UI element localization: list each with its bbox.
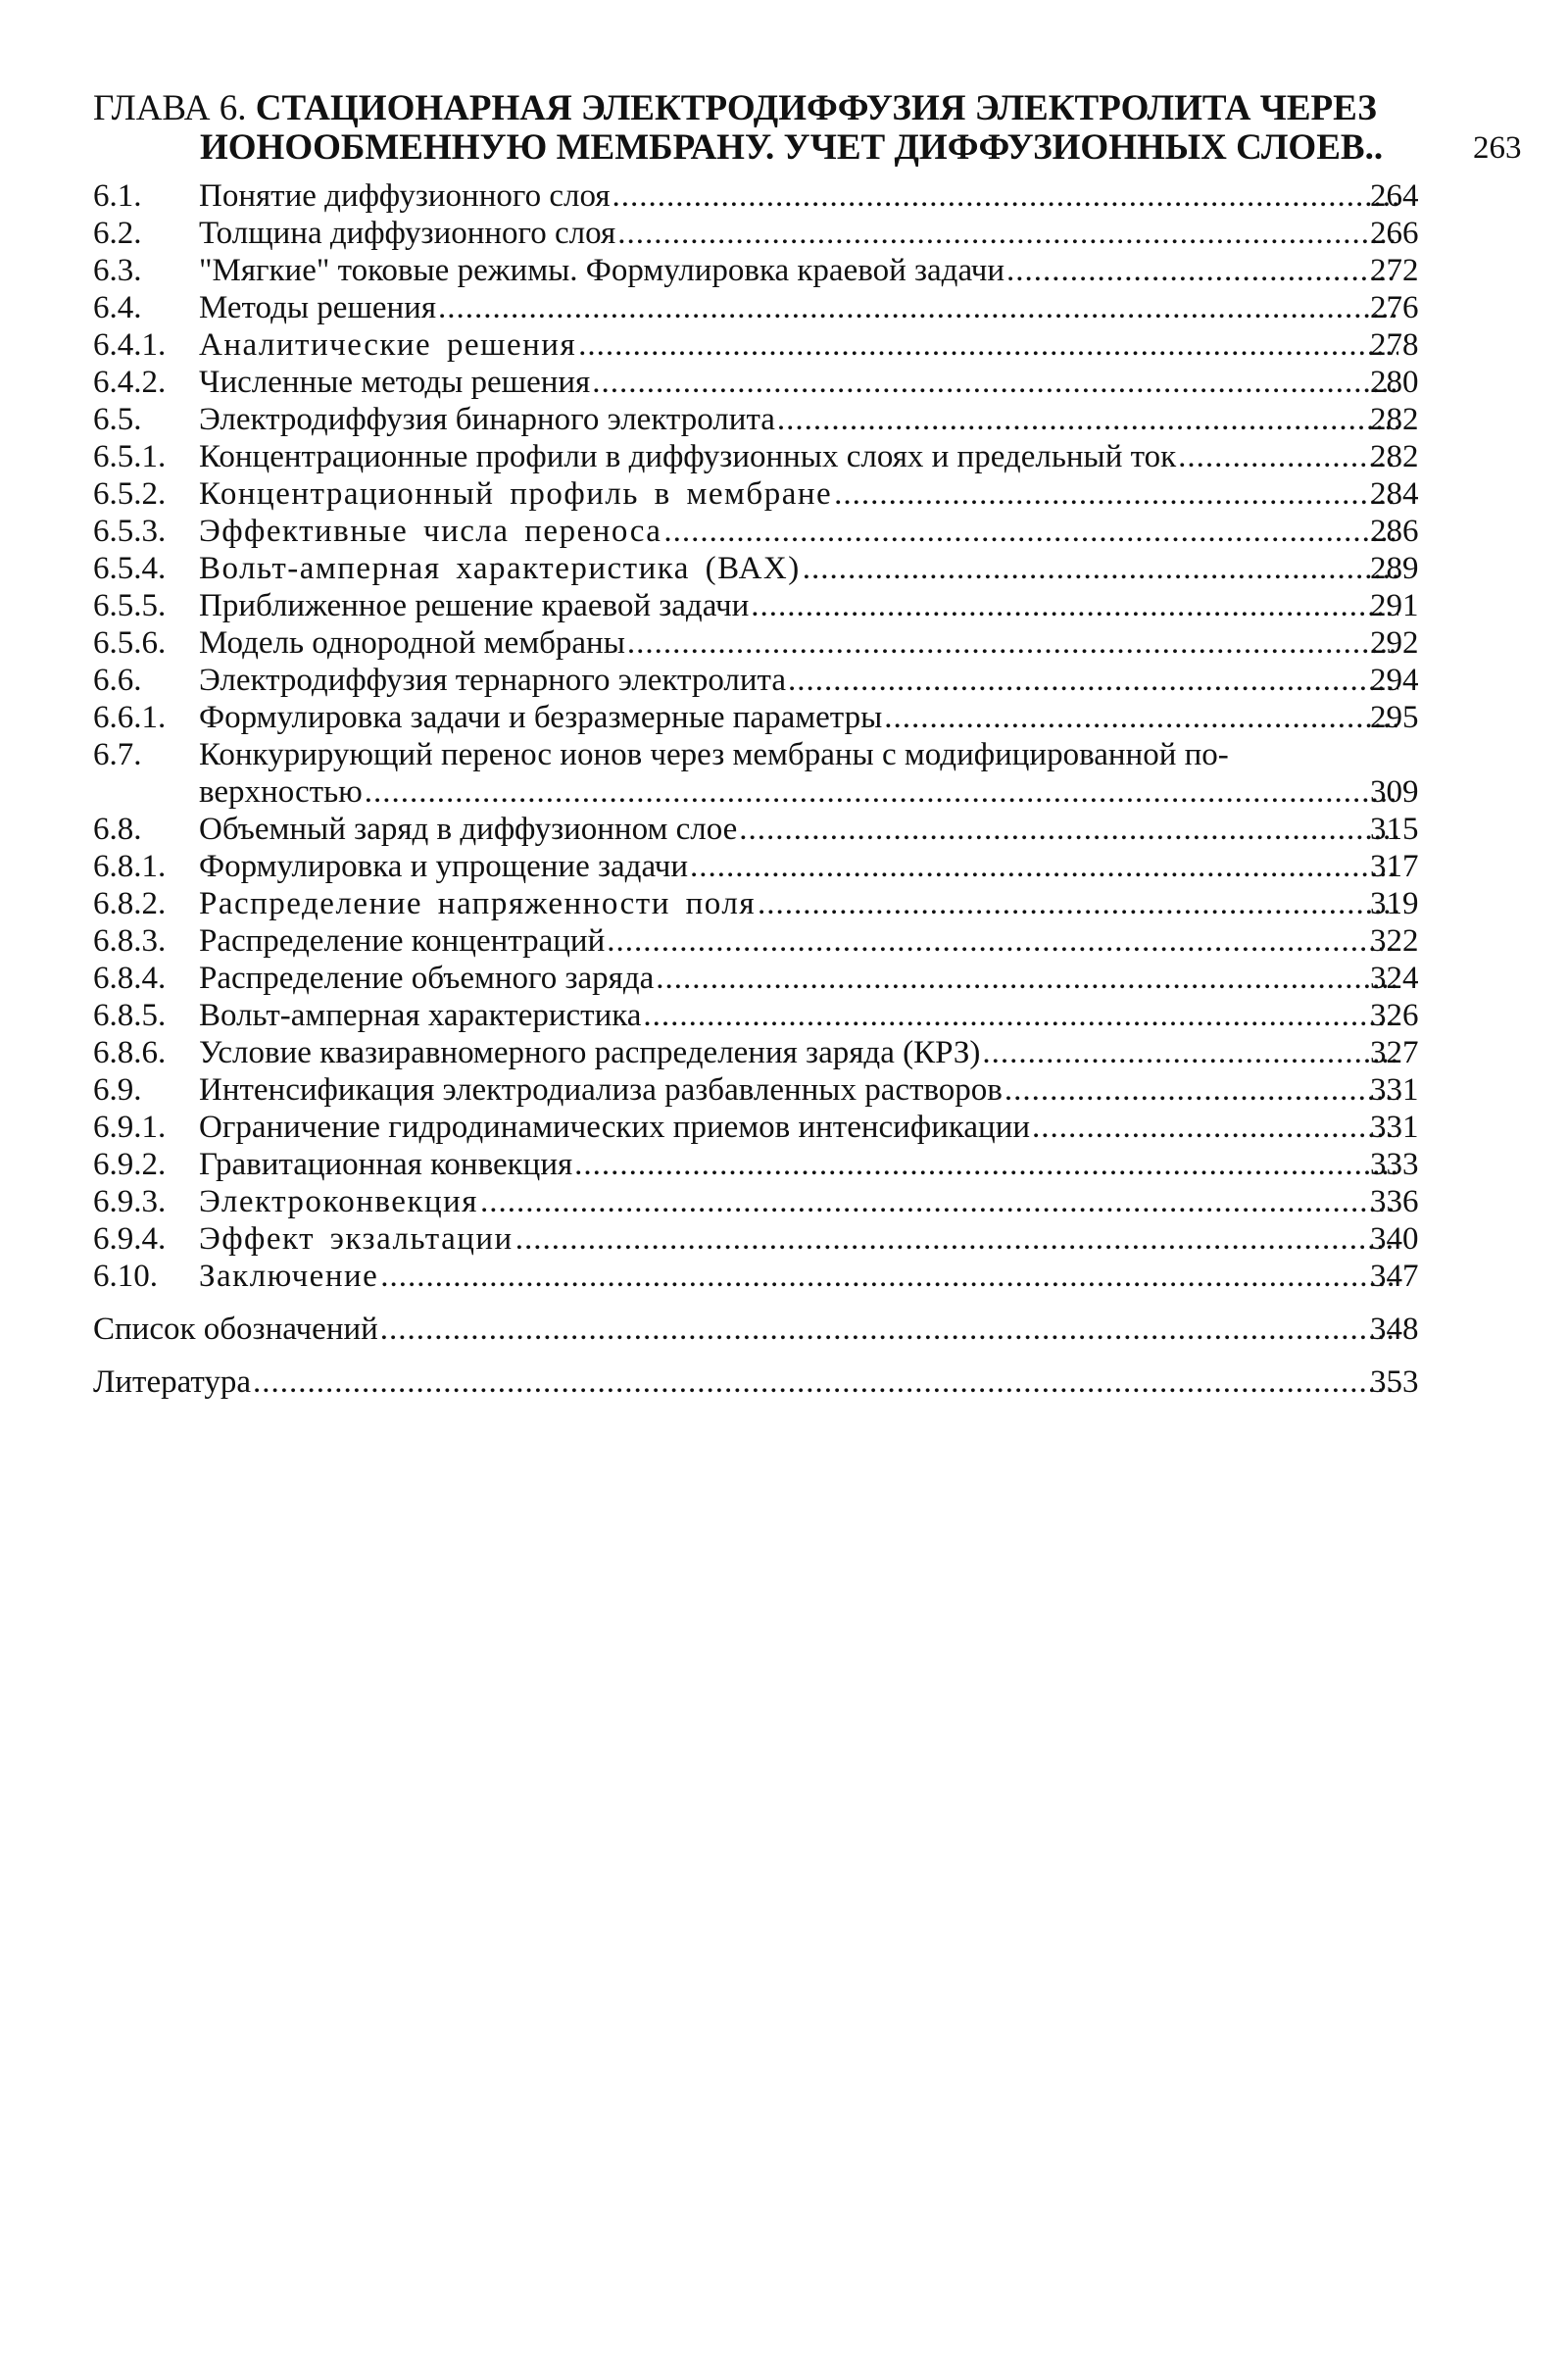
- page-number: 317: [1370, 849, 1419, 884]
- toc-entry-6-8-6[interactable]: [93, 1034, 1419, 1071]
- toc-entry-6-9[interactable]: [93, 1071, 1419, 1109]
- section-number: 6.8.: [93, 812, 142, 847]
- section-number: 6.8.4.: [93, 961, 167, 996]
- leader-dots: [480, 1183, 1398, 1220]
- page-number: 315: [1370, 812, 1419, 847]
- section-number: 6.5.3.: [93, 514, 167, 549]
- leader-dots: [834, 475, 1398, 513]
- section-title: Концентрационные профили в диффузионных слоях и предельный ток: [199, 439, 1177, 474]
- page-number: 340: [1370, 1221, 1419, 1257]
- section-number: 6.9.2.: [93, 1147, 167, 1182]
- toc-entry-6-5-6[interactable]: [93, 624, 1419, 662]
- leader-dots: [1006, 252, 1398, 289]
- toc-entry-6-8-1[interactable]: [93, 848, 1419, 885]
- section-number: 6.8.1.: [93, 849, 167, 884]
- leader-dots: [739, 811, 1398, 848]
- toc-entry-6-9-3[interactable]: [93, 1183, 1419, 1220]
- section-number: 6.6.1.: [93, 700, 167, 735]
- leader-dots: [578, 326, 1398, 364]
- section-number: 6.5.6.: [93, 625, 167, 661]
- page-number: 278: [1370, 327, 1419, 363]
- toc-entry-6-4-1[interactable]: [93, 326, 1419, 364]
- toc-entry-6-4-2[interactable]: [93, 364, 1419, 401]
- toc-entry-6-5-2[interactable]: [93, 475, 1419, 513]
- chapter-title-line-1: СТАЦИОНАРНАЯ ЭЛЕКТРОДИФФУЗИЯ ЭЛЕКТРОЛИТА ЧЕРЕЗ: [255, 88, 1377, 128]
- page-number: 326: [1370, 998, 1419, 1033]
- section-title: Методы решения: [199, 290, 437, 325]
- page-number: 295: [1370, 700, 1419, 735]
- section-number: 6.5.4.: [93, 551, 167, 586]
- section-number: 6.3.: [93, 253, 142, 288]
- chapter-heading: [93, 88, 1522, 169]
- section-title: Ограничение гидродинамических приемов интенсификации: [199, 1110, 1031, 1145]
- chapter-title-line-2: ИОНООБМЕННУЮ МЕМБРАНУ. УЧЕТ ДИФФУЗИОННЫХ СЛОЕВ..: [200, 127, 1384, 168]
- toc-entry-6-5-4[interactable]: [93, 550, 1419, 587]
- page-number: 284: [1370, 476, 1419, 512]
- leader-dots: [690, 848, 1398, 885]
- leader-dots: [612, 177, 1399, 215]
- toc-entry-6-8-3[interactable]: [93, 922, 1419, 960]
- section-number: 6.9.: [93, 1072, 142, 1108]
- toc-entry-6-3[interactable]: [93, 252, 1419, 289]
- toc-entry-symbols-list[interactable]: [93, 1311, 1419, 1348]
- section-title: Толщина диффузионного слоя: [199, 216, 616, 251]
- toc-entry-6-5-3[interactable]: [93, 513, 1419, 550]
- section-number: 6.9.3.: [93, 1184, 167, 1219]
- page-number: 289: [1370, 551, 1419, 586]
- section-title: Электроконвекция: [199, 1184, 478, 1219]
- toc-entry-6-5[interactable]: [93, 401, 1419, 438]
- leader-dots: [1004, 1071, 1398, 1109]
- leader-dots: [777, 401, 1398, 438]
- section-title: Литература: [93, 1364, 252, 1400]
- page-number: 266: [1370, 216, 1419, 251]
- leader-dots: [617, 215, 1398, 252]
- toc-entry-6-9-4[interactable]: [93, 1220, 1419, 1258]
- leader-dots: [788, 662, 1398, 699]
- page-number: 327: [1370, 1035, 1419, 1070]
- section-number: 6.2.: [93, 216, 142, 251]
- section-title-line-1: Конкурирующий перенос ионов через мембраны с модифицированной по-: [199, 737, 1229, 772]
- page-number: 348: [1370, 1312, 1419, 1347]
- toc-entry-6-9-2[interactable]: [93, 1146, 1419, 1183]
- section-title: Модель однородной мембраны: [199, 625, 625, 661]
- toc-entry-6-8-5[interactable]: [93, 997, 1419, 1034]
- leader-dots: [515, 1220, 1398, 1258]
- toc-entry-6-1[interactable]: [93, 177, 1419, 215]
- page-number: 309: [1370, 774, 1419, 810]
- toc-entry-6-8[interactable]: [93, 811, 1419, 848]
- section-number: 6.1.: [93, 178, 142, 214]
- section-number: 6.5.1.: [93, 439, 167, 474]
- section-title: Эффект экзальтации: [199, 1221, 514, 1257]
- leader-dots: [574, 1146, 1398, 1183]
- section-title: Формулировка и упрощение задачи: [199, 849, 689, 884]
- section-number: 6.4.: [93, 290, 142, 325]
- section-title: Понятие диффузионного слоя: [199, 178, 611, 214]
- page-number: 282: [1370, 439, 1419, 474]
- toc-entry-6-10[interactable]: [93, 1258, 1419, 1295]
- page-number: 291: [1370, 588, 1419, 623]
- section-number: 6.8.5.: [93, 998, 167, 1033]
- page-number: 264: [1370, 178, 1419, 214]
- toc-entry-6-8-4[interactable]: [93, 960, 1419, 997]
- page-number: 353: [1370, 1364, 1419, 1400]
- section-title: Список обозначений: [93, 1312, 378, 1347]
- toc-entry-6-7[interactable]: [93, 736, 1419, 811]
- leader-dots: [663, 513, 1398, 550]
- leader-dots: [656, 960, 1398, 997]
- section-title: Приближенное решение краевой задачи: [199, 588, 750, 623]
- section-number: 6.9.4.: [93, 1221, 167, 1257]
- section-title: Электродиффузия тернарного электролита: [199, 663, 787, 698]
- page-number: 292: [1370, 625, 1419, 661]
- page-number: 333: [1370, 1147, 1419, 1182]
- leader-dots: [438, 289, 1398, 326]
- leader-dots: [643, 997, 1398, 1034]
- section-number: 6.10.: [93, 1259, 158, 1294]
- chapter-heading-line-2: [200, 127, 1522, 169]
- section-number: 6.8.2.: [93, 886, 167, 921]
- leader-dots: [380, 1311, 1398, 1348]
- page-number: 347: [1370, 1259, 1419, 1294]
- page-number: 319: [1370, 886, 1419, 921]
- section-title: Эффективные числа переноса: [199, 514, 662, 549]
- section-number: 6.7.: [93, 737, 142, 772]
- section-title: Условие квазиравномерного распределения заряда (КРЗ): [199, 1035, 981, 1070]
- toc-entry-6-4[interactable]: [93, 289, 1419, 326]
- section-title: Вольт-амперная характеристика (ВАХ): [199, 551, 801, 586]
- section-title: Электродиффузия бинарного электролита: [199, 402, 775, 437]
- leader-dots: [884, 699, 1398, 736]
- section-title-line-2: верхностью: [199, 774, 363, 810]
- section-title: Объемный заряд в диффузионном слое: [199, 812, 738, 847]
- toc-entry-6-8-2[interactable]: [93, 885, 1419, 922]
- section-number: 6.8.3.: [93, 923, 167, 959]
- page-number: 322: [1370, 923, 1419, 959]
- section-number: 6.8.6.: [93, 1035, 167, 1070]
- leader-dots: [380, 1258, 1398, 1295]
- section-number: 6.5.5.: [93, 588, 167, 623]
- section-title: Формулировка задачи и безразмерные параметры: [199, 700, 883, 735]
- toc-entry-6-6-1[interactable]: [93, 699, 1419, 736]
- leader-dots: [627, 624, 1398, 662]
- page-number: 324: [1370, 961, 1419, 996]
- page-number: 331: [1370, 1110, 1419, 1145]
- section-title: Распределение объемного заряда: [199, 961, 655, 996]
- leader-dots: [1032, 1109, 1398, 1146]
- page-number: 282: [1370, 402, 1419, 437]
- section-number: 6.5.: [93, 402, 142, 437]
- section-title: "Мягкие" токовые режимы. Формулировка краевой задачи: [199, 253, 1005, 288]
- page-number: 280: [1370, 365, 1419, 400]
- section-title: Распределение концентраций: [199, 923, 606, 959]
- toc-entry-6-5-5[interactable]: [93, 587, 1419, 624]
- leader-dots: [365, 773, 1398, 811]
- leader-dots: [751, 587, 1398, 624]
- leader-dots: [758, 885, 1398, 922]
- chapter-page-number: 263: [1473, 130, 1522, 166]
- toc-entry-references[interactable]: [93, 1363, 1419, 1401]
- leader-dots: [607, 922, 1398, 960]
- section-number: 6.4.2.: [93, 365, 167, 400]
- section-title: Заключение: [199, 1259, 379, 1294]
- section-title: Численные методы решения: [199, 365, 591, 400]
- page-number: 294: [1370, 663, 1419, 698]
- leader-dots: [253, 1363, 1398, 1401]
- page-number: 336: [1370, 1184, 1419, 1219]
- section-title: Аналитические решения: [199, 327, 577, 363]
- section-title: Вольт-амперная характеристика: [199, 998, 642, 1033]
- page-number: 276: [1370, 290, 1419, 325]
- toc-entry-6-6[interactable]: [93, 662, 1419, 699]
- leader-dots: [982, 1034, 1398, 1071]
- section-number: 6.6.: [93, 663, 142, 698]
- page-number: 286: [1370, 514, 1419, 549]
- section-title: Распределение напряженности поля: [199, 886, 757, 921]
- section-number: 6.5.2.: [93, 476, 167, 512]
- page-number: 331: [1370, 1072, 1419, 1108]
- chapter-prefix: ГЛАВА 6.: [93, 88, 247, 128]
- chapter-heading-line-1: [93, 90, 1465, 127]
- toc-entry-6-5-1[interactable]: [93, 438, 1419, 475]
- section-title: Интенсификация электродиализа разбавленных растворов: [199, 1072, 1003, 1108]
- leader-dots: [803, 550, 1398, 587]
- section-number: 6.4.1.: [93, 327, 167, 363]
- toc-entry-6-2[interactable]: [93, 215, 1419, 252]
- leader-dots: [592, 364, 1398, 401]
- leader-dots: [1178, 438, 1398, 475]
- section-title: Концентрационный профиль в мембране: [199, 476, 833, 512]
- section-number: 6.9.1.: [93, 1110, 167, 1145]
- section-title: Гравитационная конвекция: [199, 1147, 573, 1182]
- page-number: 272: [1370, 253, 1419, 288]
- toc-entry-6-9-1[interactable]: [93, 1109, 1419, 1146]
